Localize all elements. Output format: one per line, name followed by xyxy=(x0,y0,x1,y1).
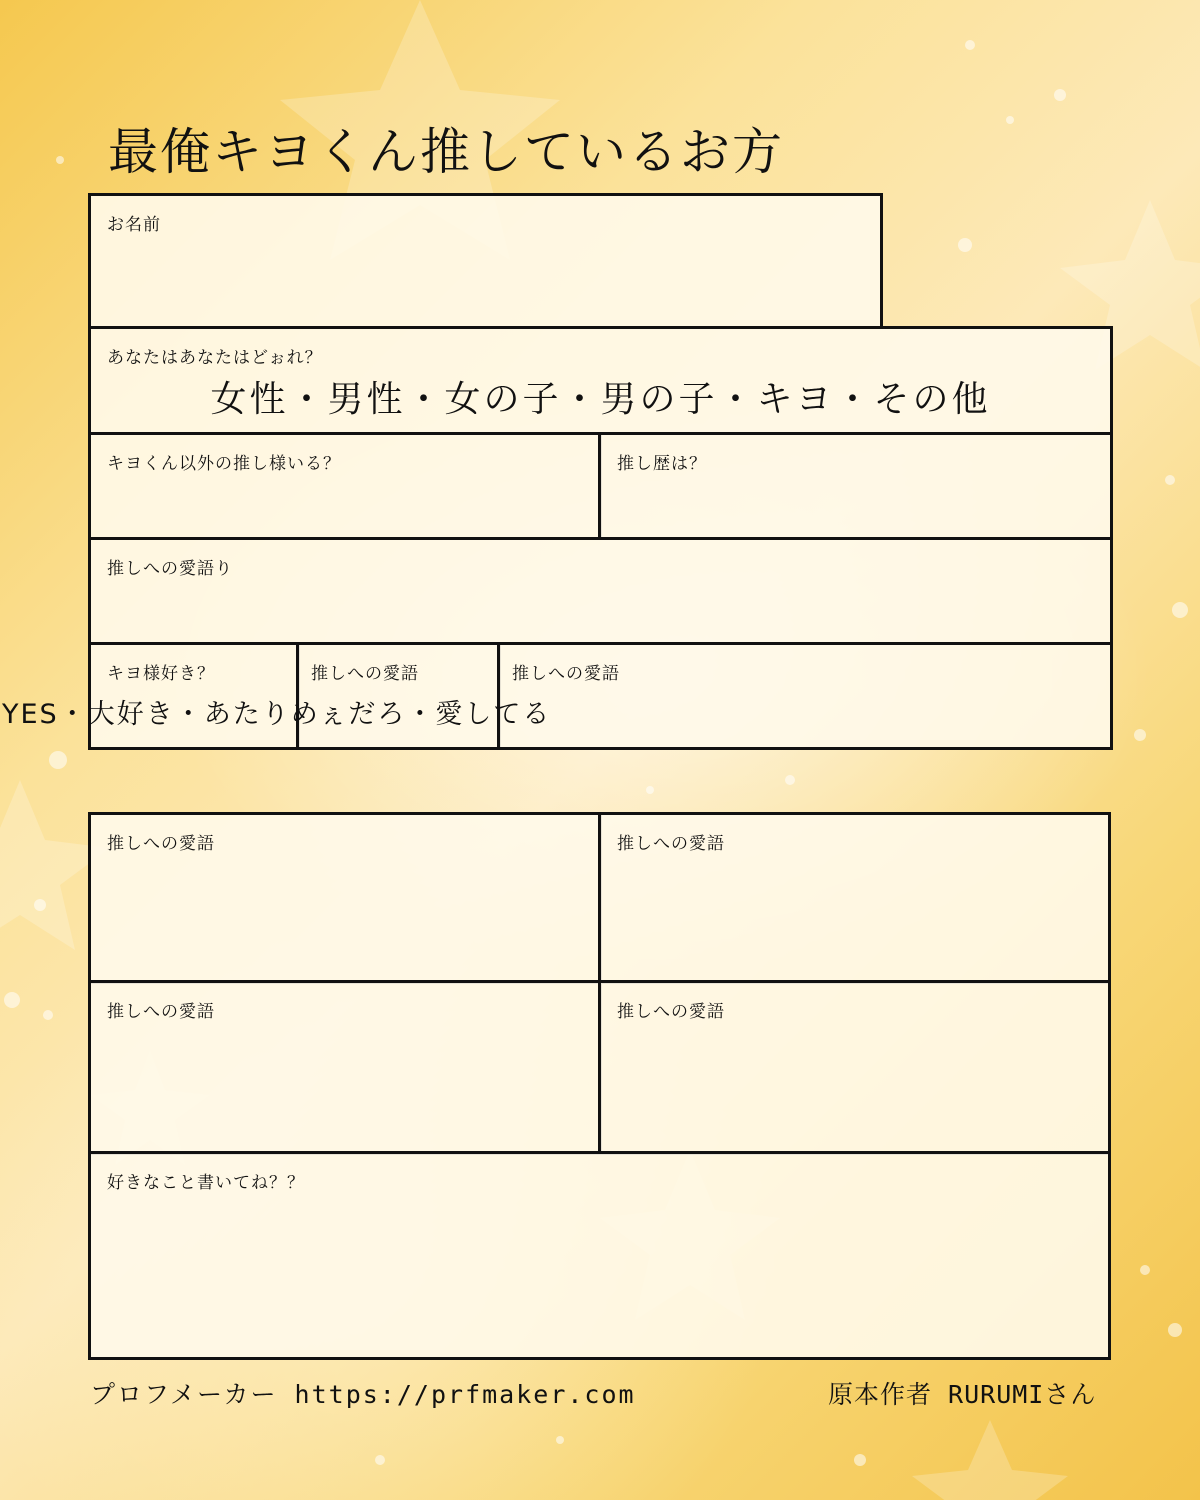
like-kiyo-label: キヨ様好き？ xyxy=(107,664,215,684)
love-word-label-2: 推しへの愛語 xyxy=(617,834,725,854)
likes-box[interactable] xyxy=(88,1151,1111,1360)
sparkle-dot-icon xyxy=(49,751,67,769)
love-word-small-label-1: 推しへの愛語 xyxy=(311,664,419,684)
other-oshi-box[interactable] xyxy=(88,432,602,540)
love-word-box-3[interactable] xyxy=(88,980,602,1155)
sparkle-dot-icon xyxy=(375,1455,385,1465)
sparkle-dot-icon xyxy=(556,1436,564,1444)
which-are-you-options[interactable]: 女性・男性・女の子・男の子・キヨ・その他 xyxy=(210,379,991,420)
love-talk-box[interactable] xyxy=(88,537,1113,645)
sparkle-dot-icon xyxy=(958,238,972,252)
oshi-history-box[interactable] xyxy=(598,432,1113,540)
love-word-label-3: 推しへの愛語 xyxy=(107,1002,215,1022)
love-word-label-4: 推しへの愛語 xyxy=(617,1002,725,1022)
love-word-box-2[interactable] xyxy=(598,812,1111,984)
sparkle-dot-icon xyxy=(56,156,64,164)
likes-label: 好きなこと書いてね？？ xyxy=(107,1173,305,1193)
love-word-label-1: 推しへの愛語 xyxy=(107,834,215,854)
author-credit: 原本作者 RURUMIさん xyxy=(828,1380,1097,1409)
love-word-box-1[interactable] xyxy=(88,812,602,984)
sparkle-dot-icon xyxy=(965,40,975,50)
sparkle-dot-icon xyxy=(1054,89,1066,101)
other-oshi-label: キヨくん以外の推し様いる？ xyxy=(107,454,341,474)
sparkle-dot-icon xyxy=(785,775,795,785)
sparkle-dot-icon xyxy=(646,786,654,794)
name-label: お名前 xyxy=(107,215,161,235)
page-title: 最俺キヨくん推しているお方 xyxy=(108,123,784,181)
sparkle-dot-icon xyxy=(1165,475,1175,485)
sparkle-dot-icon xyxy=(43,1010,53,1020)
love-word-box-4[interactable] xyxy=(598,980,1111,1155)
sparkle-dot-icon xyxy=(854,1454,866,1466)
sparkle-dot-icon xyxy=(4,992,20,1008)
sparkle-dot-icon xyxy=(1134,729,1146,741)
sparkle-dot-icon xyxy=(1006,116,1014,124)
star-decoration-icon xyxy=(912,1420,1068,1500)
sparkle-dot-icon xyxy=(1168,1323,1182,1337)
love-word-small-label-2: 推しへの愛語 xyxy=(512,664,620,684)
which-are-you-label: あなたはあなたはどぉれ？ xyxy=(107,348,323,368)
sparkle-dot-icon xyxy=(1172,602,1188,618)
like-kiyo-options[interactable]: YES・大好き・あたりめぇだろ・愛してる xyxy=(2,699,552,730)
sparkle-dot-icon xyxy=(1140,1265,1150,1275)
name-box[interactable] xyxy=(88,193,883,329)
sparkle-dot-icon xyxy=(34,899,46,911)
which-are-you-box[interactable] xyxy=(88,326,1113,435)
love-word-small-box-2[interactable] xyxy=(497,642,1113,750)
love-talk-label: 推しへの愛語り xyxy=(107,559,233,579)
maker-credit: プロフメーカー https://prfmaker.com xyxy=(90,1380,636,1409)
oshi-history-label: 推し歴は？ xyxy=(617,454,707,474)
